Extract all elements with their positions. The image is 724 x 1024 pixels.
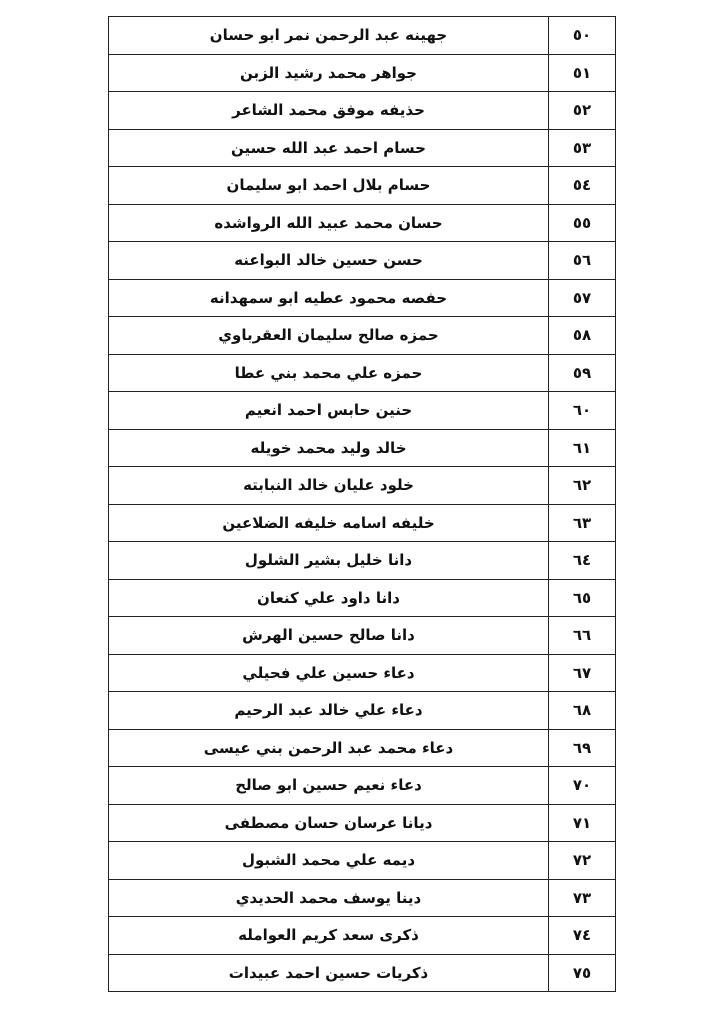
names-table-body [109, 17, 616, 992]
student-name: حمزه صالح سليمان العقرباوي [109, 317, 549, 355]
student-name: حسام بلال احمد ابو سليمان [109, 167, 549, 205]
table-row [109, 767, 616, 805]
table-row [109, 542, 616, 580]
row-number: ٥١ [549, 54, 616, 92]
row-number: ٦٩ [549, 729, 616, 767]
table-row [109, 804, 616, 842]
row-number: ٦٢ [549, 467, 616, 505]
row-number: ٧٤ [549, 917, 616, 955]
row-number: ٦٧ [549, 654, 616, 692]
student-name: دانا داود علي كنعان [109, 579, 549, 617]
row-number: ٧٣ [549, 879, 616, 917]
row-number: ٥٤ [549, 167, 616, 205]
table-row [109, 729, 616, 767]
table-row [109, 354, 616, 392]
row-number: ٧١ [549, 804, 616, 842]
row-number: ٦٤ [549, 542, 616, 580]
student-name: دانا صالح حسين الهرش [109, 617, 549, 655]
table-row [109, 317, 616, 355]
row-number: ٦٥ [549, 579, 616, 617]
student-name: ديانا عرسان حسان مصطفى [109, 804, 549, 842]
student-name: حسام احمد عبد الله حسين [109, 129, 549, 167]
table-row [109, 467, 616, 505]
row-number: ٧٢ [549, 842, 616, 880]
student-name: دعاء علي خالد عبد الرحيم [109, 692, 549, 730]
table-row [109, 879, 616, 917]
names-table [108, 16, 616, 992]
student-name: خليفه اسامه خليفه الضلاعين [109, 504, 549, 542]
row-number: ٧٥ [549, 954, 616, 992]
table-row [109, 279, 616, 317]
table-row [109, 129, 616, 167]
table-row [109, 204, 616, 242]
table-row [109, 167, 616, 205]
student-name: حنين حابس احمد انعيم [109, 392, 549, 430]
student-name: دعاء محمد عبد الرحمن بني عيسى [109, 729, 549, 767]
student-name: حذيفه موفق محمد الشاعر [109, 92, 549, 130]
table-row [109, 429, 616, 467]
row-number: ٥٣ [549, 129, 616, 167]
student-name: حفصه محمود عطيه ابو سمهدانه [109, 279, 549, 317]
student-name: جواهر محمد رشيد الزبن [109, 54, 549, 92]
student-name: خلود عليان خالد النبابته [109, 467, 549, 505]
student-name: دعاء حسين علي فحيلي [109, 654, 549, 692]
row-number: ٦١ [549, 429, 616, 467]
student-name: حمزه علي محمد بني عطا [109, 354, 549, 392]
table-row [109, 654, 616, 692]
table-row [109, 617, 616, 655]
row-number: ٥٧ [549, 279, 616, 317]
table-row [109, 17, 616, 55]
table-row [109, 579, 616, 617]
table-row [109, 842, 616, 880]
row-number: ٦٣ [549, 504, 616, 542]
row-number: ٥٠ [549, 17, 616, 55]
row-number: ٦٨ [549, 692, 616, 730]
student-name: ذكريات حسين احمد عبيدات [109, 954, 549, 992]
table-row [109, 504, 616, 542]
table-row [109, 242, 616, 280]
table-row [109, 54, 616, 92]
row-number: ٥٩ [549, 354, 616, 392]
student-name: دينا يوسف محمد الحديدي [109, 879, 549, 917]
student-name: حسن حسين خالد البواعنه [109, 242, 549, 280]
row-number: ٧٠ [549, 767, 616, 805]
table-row [109, 954, 616, 992]
row-number: ٥٥ [549, 204, 616, 242]
student-name: خالد وليد محمد خويله [109, 429, 549, 467]
row-number: ٥٢ [549, 92, 616, 130]
table-row [109, 917, 616, 955]
table-row [109, 692, 616, 730]
table-row [109, 92, 616, 130]
table-row [109, 392, 616, 430]
row-number: ٥٦ [549, 242, 616, 280]
row-number: ٦٦ [549, 617, 616, 655]
row-number: ٥٨ [549, 317, 616, 355]
student-name: دانا خليل بشير الشلول [109, 542, 549, 580]
student-name: جهينه عبد الرحمن نمر ابو حسان [109, 17, 549, 55]
student-name: ذكرى سعد كريم العوامله [109, 917, 549, 955]
row-number: ٦٠ [549, 392, 616, 430]
student-name: ديمه علي محمد الشبول [109, 842, 549, 880]
student-name: حسان محمد عبيد الله الرواشده [109, 204, 549, 242]
student-name: دعاء نعيم حسين ابو صالح [109, 767, 549, 805]
